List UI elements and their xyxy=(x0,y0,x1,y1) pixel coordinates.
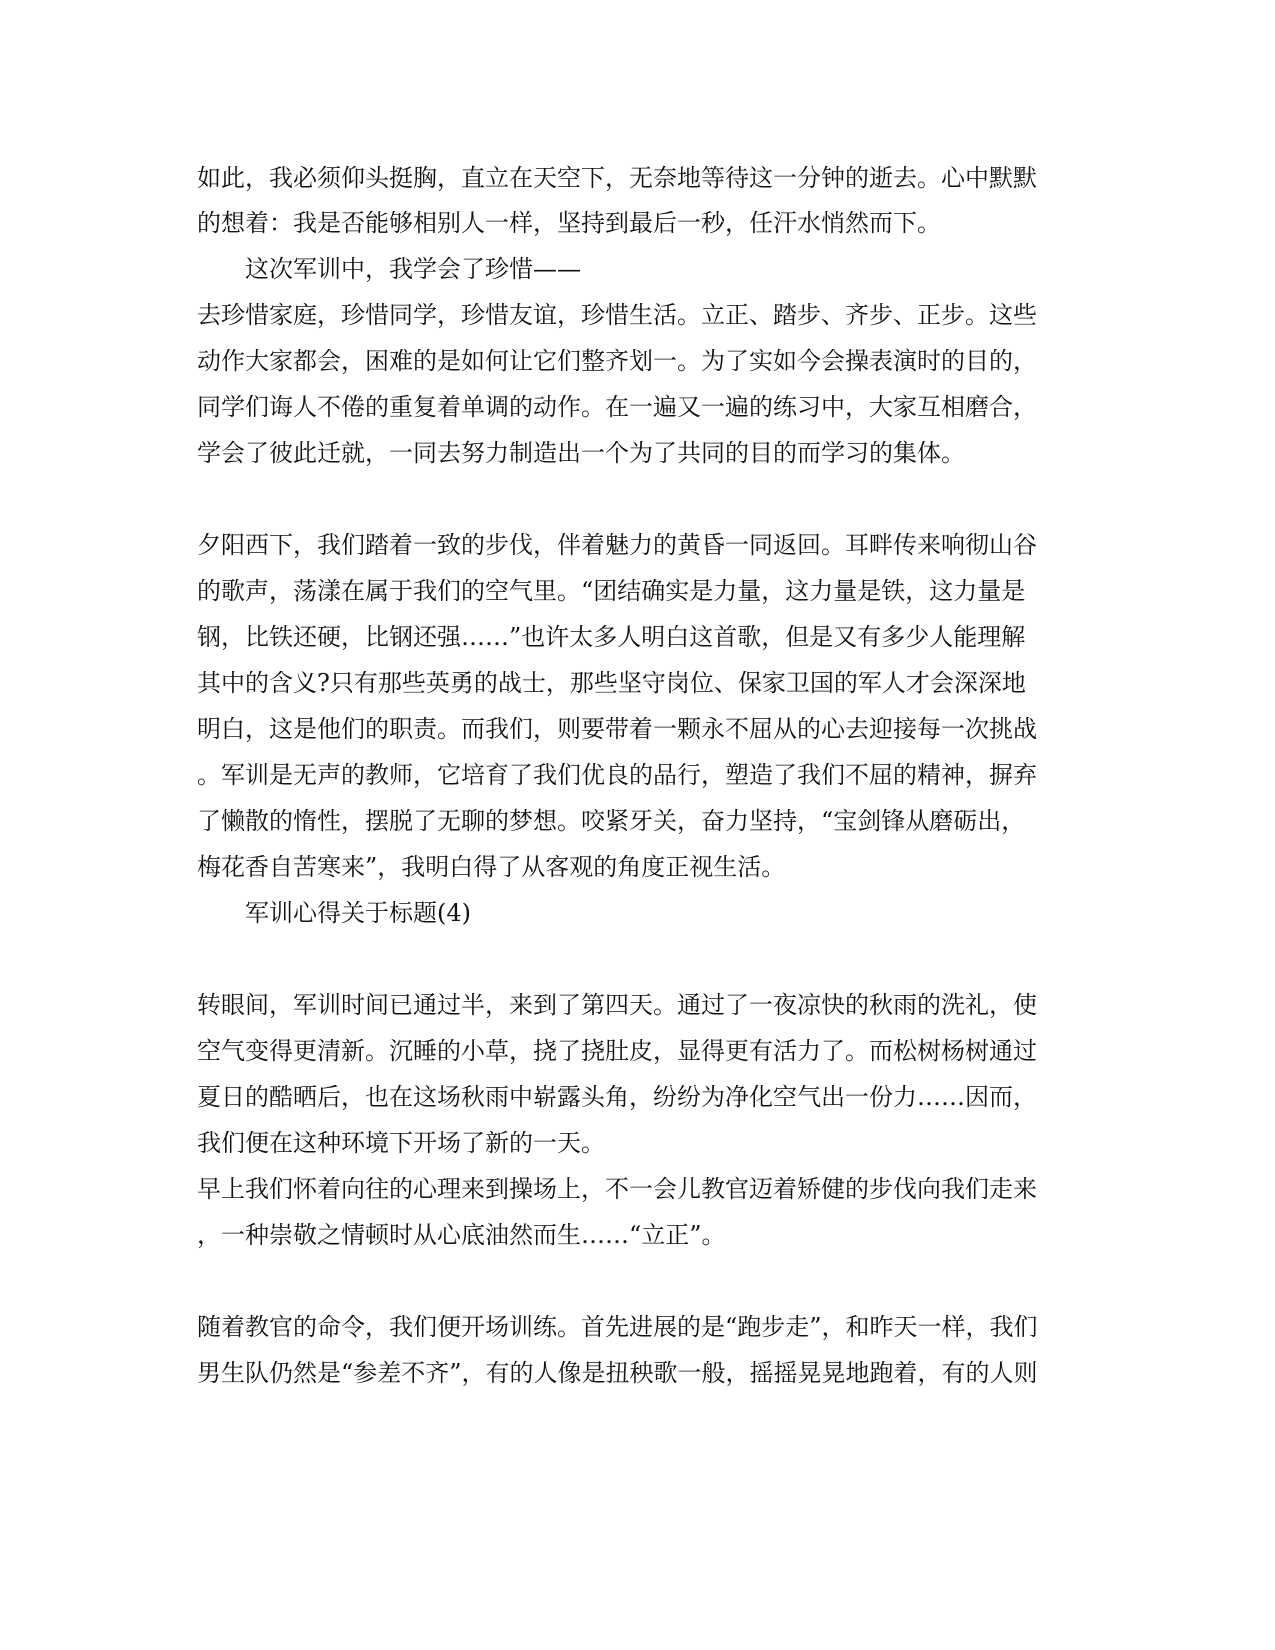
section-heading: 军训心得关于标题(4) xyxy=(245,899,471,927)
text-line: 的想着：我是否能够相别人一样，坚持到最后一秒，任汗水悄然而下。 xyxy=(197,209,941,237)
text-line: 钢，比铁还硬，比钢还强……”也许太多人明白这首歌，但是又有多少人能理解 xyxy=(197,623,1026,651)
text-line: 了懒散的惰性，摆脱了无聊的梦想。咬紧牙关，奋力坚持，“宝剑锋从磨砺出， xyxy=(197,807,1026,835)
text-line: 其中的含义?只有那些英勇的战士，那些坚守岗位、保家卫国的军人才会深深地 xyxy=(197,669,1026,697)
text-line: 我们便在这种环境下开场了新的一天。 xyxy=(197,1129,605,1157)
text-line: 。军训是无声的教师，它培育了我们优良的品行，塑造了我们不屈的精神，摒弃 xyxy=(197,761,1037,789)
text-line: 夏日的酷晒后，也在这场秋雨中崭露头角，纷纷为净化空气出一份力……因而， xyxy=(197,1083,1037,1111)
text-line: ，一种崇敬之情顿时从心底油然而生……“立正”。 xyxy=(197,1221,726,1249)
text-line: 空气变得更清新。沉睡的小草，挠了挠肚皮，显得更有活力了。而松树杨树通过 xyxy=(197,1037,1037,1065)
text-line: 动作大家都会，困难的是如何让它们整齐划一。为了实如今会操表演时的目的， xyxy=(197,347,1037,375)
text-line: 的歌声，荡漾在属于我们的空气里。“团结确实是力量，这力量是铁，这力量是 xyxy=(197,577,1026,605)
text-line: 如此，我必须仰头挺胸，直立在天空下，无奈地等待这一分钟的逝去。心中默默 xyxy=(197,164,1037,192)
text-line: 学会了彼此迁就，一同去努力制造出一个为了共同的目的而学习的集体。 xyxy=(197,439,965,467)
text-line: 梅花香自苦寒来”，我明白得了从客观的角度正视生活。 xyxy=(197,853,786,881)
text-line: 这次军训中，我学会了珍惜—— xyxy=(245,255,581,283)
text-line: 早上我们怀着向往的心理来到操场上，不一会儿教官迈着矫健的步伐向我们走来 xyxy=(197,1175,1037,1203)
text-line: 同学们诲人不倦的重复着单调的动作。在一遍又一遍的练习中，大家互相磨合， xyxy=(197,393,1037,421)
text-line: 转眼间，军训时间已通过半，来到了第四天。通过了一夜凉快的秋雨的洗礼，使 xyxy=(197,991,1037,1019)
text-line: 去珍惜家庭，珍惜同学，珍惜友谊，珍惜生活。立正、踏步、齐步、正步。这些 xyxy=(197,301,1037,329)
text-line: 随着教官的命令，我们便开场训练。首先进展的是“跑步走”，和昨天一样，我们 xyxy=(197,1313,1038,1341)
text-line: 明白，这是他们的职责。而我们，则要带着一颗永不屈从的心去迎接每一次挑战 xyxy=(197,715,1037,743)
text-line: 男生队仍然是“参差不齐”，有的人像是扭秧歌一般，摇摇晃晃地跑着，有的人则 xyxy=(197,1359,1038,1387)
text-line: 夕阳西下，我们踏着一致的步伐，伴着魅力的黄昏一同返回。耳畔传来响彻山谷 xyxy=(197,531,1037,559)
